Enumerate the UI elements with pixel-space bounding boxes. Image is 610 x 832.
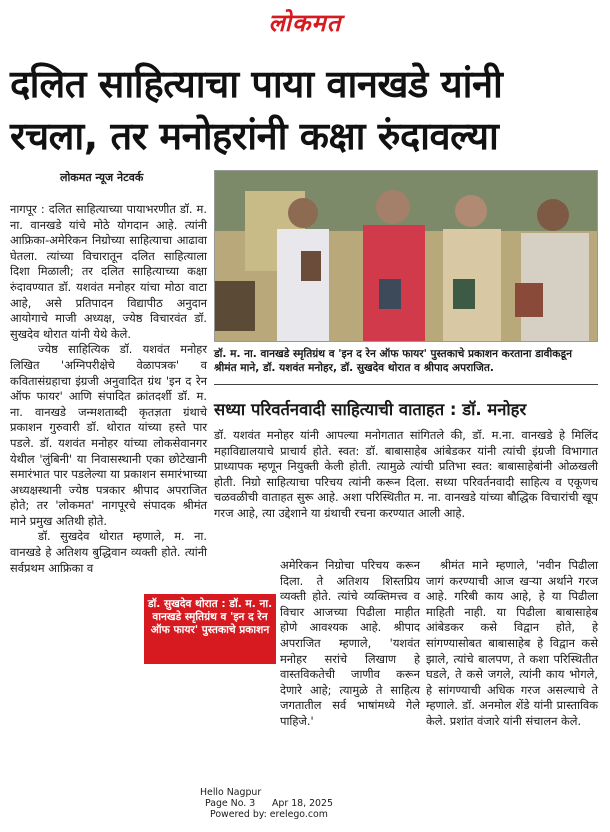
article-column-2 (214, 428, 598, 522)
publication-date: Apr 18, 2025 (272, 798, 333, 809)
news-photo (214, 170, 598, 342)
masthead-logo: लोकमत (268, 8, 342, 37)
photo-caption: डॉ. म. ना. वानखडे स्मृतिग्रंथ व 'इन द रेन ऑफ फायर' पुस्तकाचे प्रकाशन करताना डावीकडून श्रीमंत माने, डॉ. यशवंत मनोहर, डॉ. सुखदेव थोरात व श्रीपाद अपराजित. (214, 348, 572, 374)
article-column-4 (426, 558, 598, 730)
subheadline: सध्या परिवर्तनवादी साहित्याची वाताहत : डॉ. मनोहर (214, 400, 527, 419)
highlight-box: डॉ. सुखदेव थोरात : डॉ. म. ना. वानखडे स्मृतिग्रंथ व 'इन द रेन ऑफ फायर' पुस्तकाचे प्रकाशन (144, 594, 276, 664)
article-column-3 (280, 558, 420, 730)
powered-by: Powered by: erelego.com (210, 809, 328, 820)
edition-label: Hello Nagpur (200, 787, 262, 798)
paragraph: नागपूर : दलित साहित्याच्या पायाभरणीत डॉ. म. ना. वानखडे यांचे मोठे योगदान आहे. त्यांनी आफ्रिका-अमेरिकन निग्रोच्या साहित्याचा आढावा घेतला. त्यांच्या विचारातून दलित साहित्याला दिशा मिळाली; तर दलित साहित्याच्या कक्षा रुंदावण्यात डॉ. यशवंत मनोहर यांचा मोठा वाटा आहे, असे प्रतिपादन विद्यापीठ अनुदान आयोगाचे माजी अध्यक्ष, ज्येष्ठ विचारवंत डॉ. सुखदेव थोरात यांनी येथे केले. (10, 202, 207, 341)
paragraph: डॉ. सुखदेव थोरात म्हणाले, म. ना. वानखडे हे अतिशय बुद्धिवान व्यक्ती होते. त्यांनी सर्वप्रथम आफ्रिका व (10, 529, 207, 575)
headline: दलित साहित्याचा पाया वानखडे यांनी रचला, तर मनोहरांनी कक्षा रुंदावल्या (10, 62, 503, 158)
article-column-1 (10, 202, 207, 576)
byline: लोकमत न्यूज नेटवर्क (60, 171, 144, 184)
paragraph: डॉ. यशवंत मनोहर यांनी आपल्या मनोगतात सांगितले की, डॉ. म.ना. वानखडे हे मिलिंद महाविद्यालयाचे प्राचार्य होते. स्वत: डॉ. बाबासाहेब आंबेडकर यांनी त्यांची इंग्रजी विभागात प्राध्यापक म्हणून नियुक्ती केली होती. त्यामुळे त्यांची प्रतिभा स्वत: बाबासाहेबांनी ओळखली होती. निग्रो साहित्याचा परिचय त्यांनी करून दिला. सध्या परिवर्तनवादी साहित्य व एकूणच चळवळीची वाताहत सुरू आहे. अशा परिस्थितीत म. ना. वानखडे यांच्या बौद्धिक विचारांची खूप गरज आहे, त्या उद्देशाने या ग्रंथाची रचना करण्यात आली आहे. (214, 428, 598, 520)
paragraph: अमेरिकन निग्रोचा परिचय करून दिला. ते अतिशय शिस्तप्रिय व्यक्ती होते. त्यांचे व्यक्तिमत्त्व व विचार आजच्या पिढीला माहीत होणे आवश्यक आहे. श्रीपाद अपराजित म्हणाले, 'यशवंत मनोहर सरांचे लिखाण हे वास्तविकतेची जाणीव करून देणारे आहे; त्यामुळे ते साहित्य जगतातील सर्व भाषांमध्ये गेले पाहिजे.' (280, 558, 420, 728)
paragraph: ज्येष्ठ साहित्यिक डॉ. यशवंत मनोहर लिखित 'अग्निपरीक्षेचे वेळापत्रक' व कवितासंग्रहाचा इंग्रजी अनुवादित ग्रंथ 'इन द रेन ऑफ फायर' आणि संपादित क्रांतदर्शी डॉ. म. ना. वानखडे जन्मशताब्दी कृतज्ञता ग्रंथाचे प्रकाशन गुरुवारी डॉ. थोरात यांच्या हस्ते पार पडले. डॉ. यशवंत मनोहर यांच्या लोकसेवानगर येथील 'लुंबिनी' या निवासस्थानी एका छोटेखानी समारंभात पार पडलेल्या या प्रकाशन समारंभाच्या अध्यक्षस्थानी ज्येष्ठ पत्रकार श्रीपाद अपराजित होते; तर 'लोकमत' नागपूरचे संपादक श्रीमंत माने प्रमुख अतिथी होते. (10, 342, 207, 528)
paragraph: श्रीमंत माने म्हणाले, 'नवीन पिढीला जागं करण्याची आज खऱ्या अर्थाने गरज आहे. गरिबी काय आहे, हे या पिढीला माहिती नाही. या पिढीला बाबासाहेब आंबेडकर कसे विद्वान होते, हे सांगण्यासोबत बाबासाहेब हे विद्वान कसे झाले, त्यांचे बालपण, ते कशा परिस्थितीत घडले, ते कसे जगले, त्यांनी काय भोगले, हे सांगण्याची अधिक गरज असल्याचे ते म्हणाले. डॉ. अनमोल शेंडे यांनी प्रास्ताविक केले. प्रशांत वंजारे यांनी संचालन केले. (426, 558, 598, 728)
divider (214, 384, 598, 385)
page-number: Page No. 3 (205, 798, 256, 809)
